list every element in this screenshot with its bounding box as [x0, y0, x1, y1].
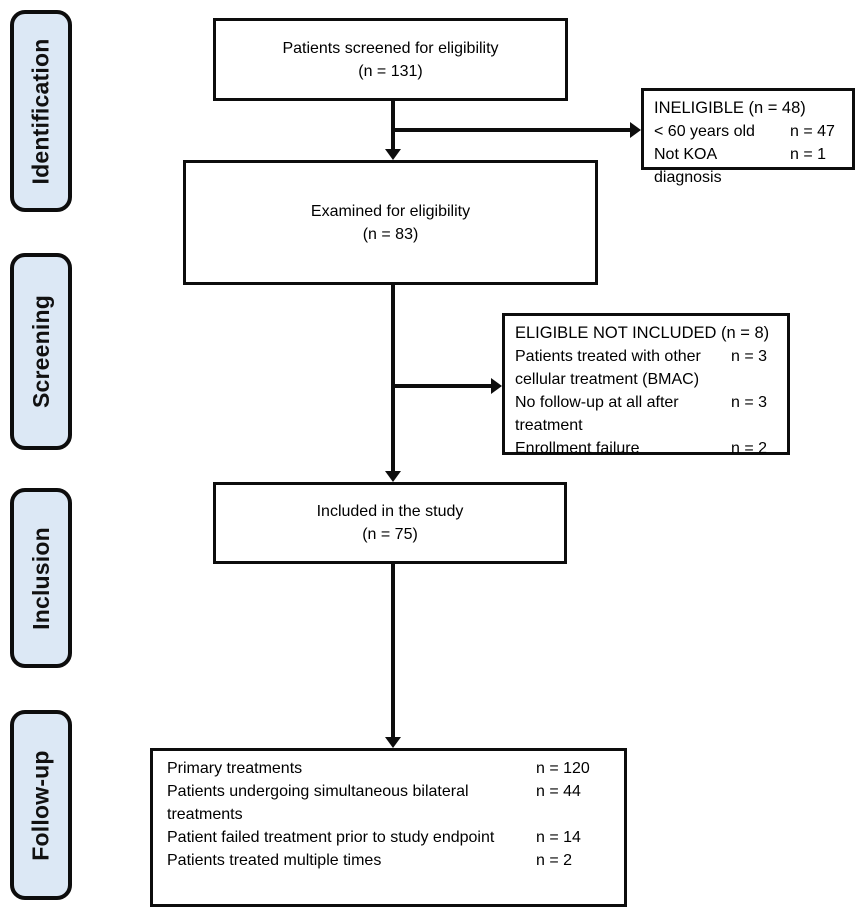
connector-screened-to-examined: [391, 101, 395, 151]
row-value: n = 2: [731, 440, 768, 457]
row-value: n = 44: [536, 783, 581, 800]
examined-box: [183, 160, 598, 285]
row-label: Patients treated multiple times: [167, 852, 382, 869]
connector-examined-to-included: [391, 285, 395, 473]
row-label: Enrollment failure: [515, 440, 640, 457]
arrowhead-down-followup: [385, 737, 401, 748]
stage-screening: [10, 253, 72, 450]
eligible-not-included-box: [502, 313, 790, 455]
connector-to-eligible-not-included: [391, 384, 492, 388]
row-value: n = 1: [790, 146, 827, 163]
stage-identification-label: Identification: [27, 38, 54, 184]
detail-row: [515, 391, 779, 437]
included-box: [213, 482, 567, 564]
stage-identification: [10, 10, 72, 212]
stage-followup-label: Follow-up: [27, 749, 54, 861]
arrowhead-down-included: [385, 471, 401, 482]
examined-box-count: (n = 83): [362, 225, 419, 243]
examined-box-line1: Examined for eligibility: [310, 202, 471, 220]
row-label: Not KOA diagnosis: [654, 146, 722, 186]
screened-box-line1: Patients screened for eligibility: [282, 39, 499, 57]
connector-included-to-followup: [391, 564, 395, 738]
detail-row: [515, 437, 779, 460]
included-box-line1: Included in the study: [316, 503, 464, 520]
row-label: Patient failed treatment prior to study endpoint: [167, 829, 495, 846]
screened-box-count: (n = 131): [358, 62, 423, 80]
detail-row: [515, 345, 779, 391]
row-label: Primary treatments: [167, 760, 303, 777]
row-value: n = 120: [536, 760, 590, 777]
arrowhead-right-ineligible: [630, 122, 641, 138]
stage-followup: [10, 710, 72, 900]
row-value: n = 47: [790, 123, 835, 140]
row-value: n = 3: [731, 394, 768, 411]
stage-inclusion: [10, 488, 72, 668]
arrowhead-down-examined: [385, 149, 401, 160]
row-label: No follow-up at all after treatment: [515, 394, 679, 434]
row-value: n = 2: [536, 852, 573, 869]
followup-box: [150, 748, 627, 907]
detail-row: [654, 143, 844, 189]
detail-row: [167, 757, 612, 780]
detail-row: [167, 849, 612, 872]
stage-inclusion-label: Inclusion: [27, 526, 54, 630]
row-value: n = 3: [731, 348, 768, 365]
row-label: < 60 years old: [654, 123, 755, 140]
ineligible-box-title: INELIGIBLE (n = 48): [654, 99, 806, 117]
detail-row: [167, 826, 612, 849]
stage-screening-label: Screening: [27, 294, 54, 409]
detail-row: [654, 120, 844, 143]
included-box-count: (n = 75): [362, 526, 418, 543]
ineligible-box: [641, 88, 855, 186]
row-label: Patients treated with other cellular treatment (BMAC): [515, 348, 701, 388]
row-value: n = 14: [536, 829, 581, 846]
connector-to-ineligible: [391, 128, 633, 132]
arrowhead-right-eligible-not-included: [491, 378, 502, 394]
screened-box: [213, 18, 568, 101]
eligible-not-included-title: ELIGIBLE NOT INCLUDED (n = 8): [515, 324, 770, 342]
detail-row: [167, 780, 612, 826]
row-label: Patients undergoing simultaneous bilateral treatments: [167, 783, 469, 823]
